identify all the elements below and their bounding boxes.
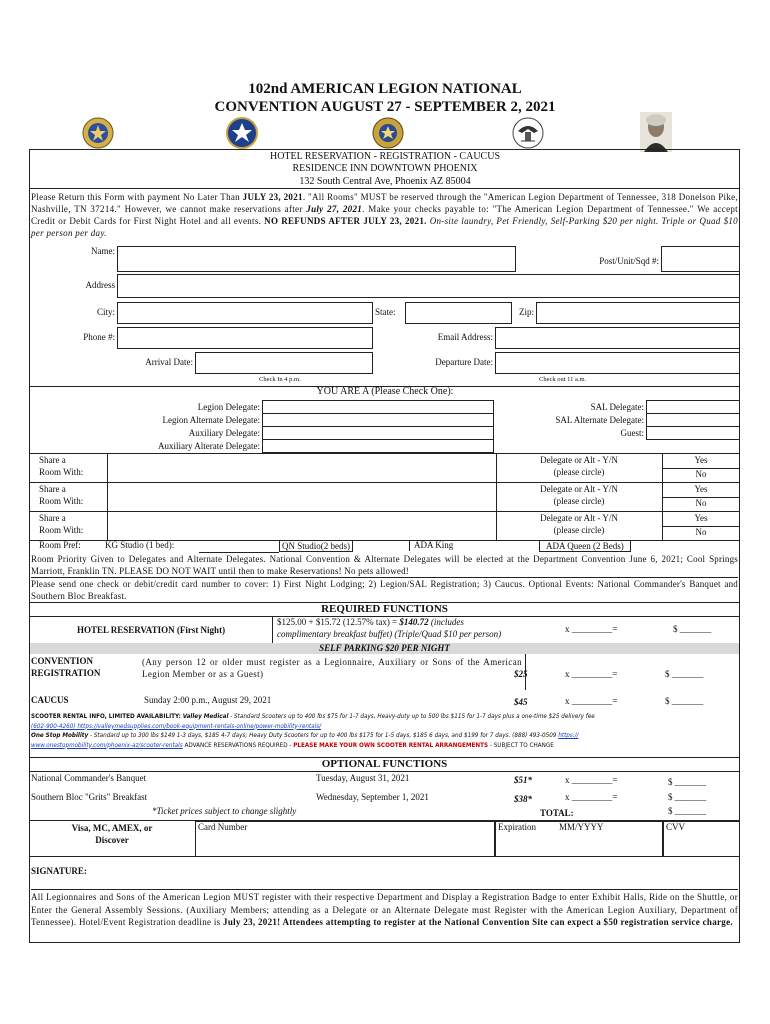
footer-text [31,889,738,929]
convention-label: CONVENTION [31,656,94,666]
convention-amount-field[interactable]: $ _______ [665,669,704,679]
scooter-title: SCOOTER RENTAL INFO, LIMITED AVAILABILITY: [31,713,181,720]
please-circle: (please circle) [553,467,605,477]
footer-body: All Legionnaires and Sons of the American Legion MUST register with their respective Department and Display a Registration Badge to enter Exhibit Halls, Ride on the Shuttle, or Enter the General Assembly Sessions. (Auxiliary Members; attending as a Delegate or an Alternate Delegate must Register with the American Legion Auxiliary, Department of Tennessee). Hotel/Event Registration deadline is [31,892,738,927]
room-pref-ada-queen[interactable]: ADA Queen (2 Beds) [539,540,631,552]
please-circle: (please circle) [553,525,605,535]
post-field[interactable] [661,246,740,272]
expiration-field[interactable] [495,821,663,857]
deadline-date: JULY 23, 2021 [242,192,303,202]
phone-label: Phone #: [83,332,115,342]
scooter-text: - Standard up to 300 lbs $149 1-3 days, $185 4-7 days; Heavy Duty Scooters for up to 400 lbs $175 for 1-5 days, $185 6 days, and $199 for 7 days. (888) 493-0509 [88,732,557,739]
guest-checkbox[interactable] [646,426,740,440]
priority-text: Room Priority Given to Delegates and Alternate Delegates. National Convention & Alternate Delegates will be elected at the Department Convention June 6, 2021; Cool Springs Marriott, Franklin TN. PLEASE DO NOT WAIT until then to make Reservations! No pets allowed! [31,554,738,576]
address-label: Address [85,280,115,290]
hotel-price [277,617,567,628]
convention-description: (Any person 12 or older must register as a Legionnaire, Auxiliary or Sons of the American Legion Member or as a Guest) [142,657,522,679]
instructions-text: Please Return this Form with payment No Later Than [31,192,240,202]
auxiliary-alt-delegate-label: Auxiliary Alterate Delegate: [158,441,260,451]
scooter-vendor-onestop: One Stop Mobility [31,732,89,739]
reservation-deadline: July 27, 2021 [306,204,363,214]
card-number-label: Card Number [198,822,248,832]
banquet-label: National Commander's Banquet [31,773,147,783]
banquet-price: $51* [514,775,532,785]
share-label: Room With: [39,467,84,477]
total-label: TOTAL: [540,808,574,818]
no-refunds-notice: NO REFUNDS AFTER JULY 23, 2021. [264,216,427,226]
zip-field[interactable] [536,302,740,324]
convention-price: $25 [514,669,528,679]
room-pref-kg[interactable]: KG Studio (1 bed): [105,540,175,550]
instructions-text: . "All Rooms" MUST be reserved through the "American Legion Department of Tennessee, 318 Donelson Pike, Nashville, TN 37214." However, we cannot make reservations after [31,192,738,214]
room-pref-label: Room Pref: [39,540,81,550]
no-option[interactable]: No [662,526,740,538]
convention-row [29,654,740,690]
andrew-jackson-portrait-icon [640,112,672,152]
page-title-line2: CONVENTION AUGUST 27 - SEPTEMBER 2, 2021 [214,99,556,115]
instructions-text: . Make your checks payable to: "The American Legion Department of Tennessee." We accept Credit or Debit Cards for First Night Hotel and all events. [31,204,738,226]
caucus-label: CAUCUS [31,695,69,705]
departure-label: Departure Date: [435,357,493,367]
instructions-paragraph [31,191,738,239]
amenities-note: On-site laundry, Pet Friendly, Self-Parking $20 per night. Triple or Quad $10 per person per day. [31,216,738,238]
required-functions-heading: REQUIRED FUNCTIONS [29,602,740,617]
please-circle: (please circle) [553,496,605,506]
phone-field[interactable] [117,327,373,349]
hotel-price-note2: complimentary breakfast buffet) (Triple/Quad $10 per person) [277,629,502,639]
scooter-arrangements-warning: PLEASE MAKE YOUR OWN SCOOTER RENTAL ARRANGEMENTS [293,741,489,749]
zip-label: Zip: [519,307,534,317]
hotel-row [29,616,740,644]
ticket-price-note: *Ticket prices subject to change slightly [152,806,297,816]
room-pref-kg-field[interactable] [199,540,279,553]
breakfast-price: $38* [514,794,532,804]
onestop-link-cont[interactable]: www.onestopmobility.com/phoenix-az/scooter-rentals [31,741,183,749]
legion-delegate-checkbox[interactable] [262,400,494,414]
legion-delegate-label: Legion Delegate: [197,402,260,412]
cvv-field[interactable] [663,821,740,857]
page-title-line1: 102nd AMERICAN LEGION NATIONAL [248,81,522,97]
address-field[interactable] [117,274,740,298]
yes-option[interactable]: Yes [694,513,708,523]
checkin-note: Check In 4 p.m. [259,376,301,383]
share-label: Share a [39,513,66,523]
cvv-label: CVV [666,822,686,832]
scooter-vendor-valley: Valley Medical [182,713,229,720]
hotel-line2: RESIDENCE INN DOWNTOWN PHOENIX [292,163,478,174]
sal-delegate-label: SAL Delegate: [590,402,644,412]
signature-field[interactable] [109,857,740,887]
breakfast-date: Wednesday, September 1, 2021 [316,792,429,802]
registration-label: REGISTRATION [31,668,101,678]
breakfast-amount-field[interactable]: $ _______ [668,792,707,802]
hotel-reservation-label: HOTEL RESERVATION (First Night) [29,616,273,644]
scooter-info [31,712,738,750]
share-label: Room With: [39,525,84,535]
hotel-line1: HOTEL RESERVATION - REGISTRATION - CAUCUS [269,151,501,162]
sal-alt-delegate-checkbox[interactable] [646,413,740,427]
delegate-yn: Delegate or Alt - Y/N [540,513,618,523]
convention-qty-field[interactable]: x _________= [565,669,618,679]
arrival-field[interactable] [195,352,373,374]
caucus-row [29,693,740,711]
subject-to-change: - SUBJECT TO CHANGE [489,741,554,749]
delegate-yn: Delegate or Alt - Y/N [540,484,618,494]
name-field[interactable] [117,246,516,272]
banquet-amount-field[interactable]: $ _______ [668,777,707,787]
banquet-date: Tuesday, August 31, 2021 [316,773,410,783]
mmyyyy-label: MM/YYYY [559,822,604,832]
city-field[interactable] [117,302,373,324]
american-legion-emblem-icon [82,117,114,149]
you-are-heading: YOU ARE A (Please Check One): [316,386,454,397]
guest-label: Guest: [620,428,644,438]
caucus-qty-field[interactable]: x _________= [565,696,618,706]
auxiliary-delegate-label: Auxiliary Delegate: [188,428,260,438]
no-option[interactable]: No [662,468,740,480]
signature-row [29,856,740,887]
hotel-price-formula: $125.00 + $15.72 (12.57% tax) = [277,617,398,627]
post-label: Post/Unit/Sqd #: [599,256,659,266]
share-label: Room With: [39,496,84,506]
city-label: City: [96,307,115,317]
breakfast-qty-field[interactable]: x _________= [565,792,618,802]
email-label: Email Address: [437,332,493,342]
room-pref-ada-king[interactable]: ADA King [409,540,453,551]
arrival-label: Arrival Date: [145,357,193,367]
caucus-amount-field[interactable]: $ _______ [665,696,704,706]
optional-functions-heading: OPTIONAL FUNCTIONS [29,757,740,772]
divider [29,149,740,150]
signature-label: SIGNATURE: [31,866,87,876]
share-label: Share a [39,484,66,494]
sons-of-legion-emblem-icon [372,117,404,149]
expiration-label: Expiration [498,822,536,832]
eagle-seal-icon [512,117,544,149]
hotel-amount-field[interactable]: $ _______ [673,624,712,634]
departure-field[interactable] [495,352,740,374]
legion-alt-delegate-checkbox[interactable] [262,413,494,427]
email-field[interactable] [495,327,740,349]
delegate-yn: Delegate or Alt - Y/N [540,455,618,465]
auxiliary-delegate-checkbox[interactable] [262,426,494,440]
hotel-price-total: $140.72 [399,617,429,627]
room-pref-row [29,540,740,552]
advance-reservations: ADVANCE RESERVATIONS REQUIRED - [184,741,292,749]
card-types: Visa, MC, AMEX, or [71,823,153,833]
banquet-qty-field[interactable]: x _________= [565,775,618,785]
scooter-text: - Standard Scooters up to 400 lbs $75 for 1-7 days, Heavy-duty up to 500 lbs $115 for 1-7 days plus a one-time $25 delivery fee [228,713,595,720]
valley-medical-link[interactable]: (602-900-4260) https://valleymedsupplies.com/book-equipment-rentals-online/power-mobility-rentals/ [31,722,322,730]
payment-row [29,820,740,857]
footer-deadline: July 23, 2021! Attendees attempting to register at the National Convention Site can expect a $50 registration service charge. [223,917,733,927]
hotel-qty-field[interactable]: x _________= [565,624,618,634]
hotel-price-note: (includes [430,617,464,627]
onestop-link[interactable]: https:// [558,732,579,739]
breakfast-label: Southern Bloc "Grits" Breakfast [31,792,148,802]
share-name-field-1[interactable] [108,454,496,482]
name-label: Name: [91,246,115,256]
yes-option[interactable]: Yes [694,455,708,465]
share-name-field-3[interactable] [108,512,496,540]
state-label: State: [375,307,396,317]
auxiliary-alt-delegate-checkbox[interactable] [262,439,494,453]
card-types-2: Discover [95,835,129,845]
self-parking-note: SELF PARKING $20 PER NIGHT [29,643,740,654]
share-name-field-2[interactable] [108,483,496,511]
yes-option[interactable]: Yes [694,484,708,494]
sal-delegate-checkbox[interactable] [646,400,740,414]
no-option[interactable]: No [662,497,740,509]
share-label: Share a [39,455,66,465]
caucus-price: $45 [514,697,528,707]
payment-instruction-text: Please send one check or debit/credit card number to cover: 1) First Night Lodging; 2) Legion/SAL Registration; 3) Caucus. Optional Events: National Commander's Banquet and Southern Bloc Breakfast. [31,579,738,601]
checkout-note: Check out 11 a.m. [539,376,587,383]
auxiliary-star-emblem-icon [226,117,258,149]
sal-alt-delegate-label: SAL Alternate Delegate: [555,415,644,425]
state-field[interactable] [405,302,512,324]
divider [29,188,740,189]
room-pref-qn[interactable]: QN Studio(2 beds) [279,540,353,552]
caucus-description: Sunday 2:00 p.m., August 29, 2021 [144,695,272,705]
total-amount-field[interactable]: $ _______ [668,806,707,816]
legion-alt-delegate-label: Legion Alternate Delegate: [162,415,260,425]
share-room-section [29,453,740,541]
hotel-address: 132 South Central Ave, Phoenix AZ 85004 [299,176,471,187]
